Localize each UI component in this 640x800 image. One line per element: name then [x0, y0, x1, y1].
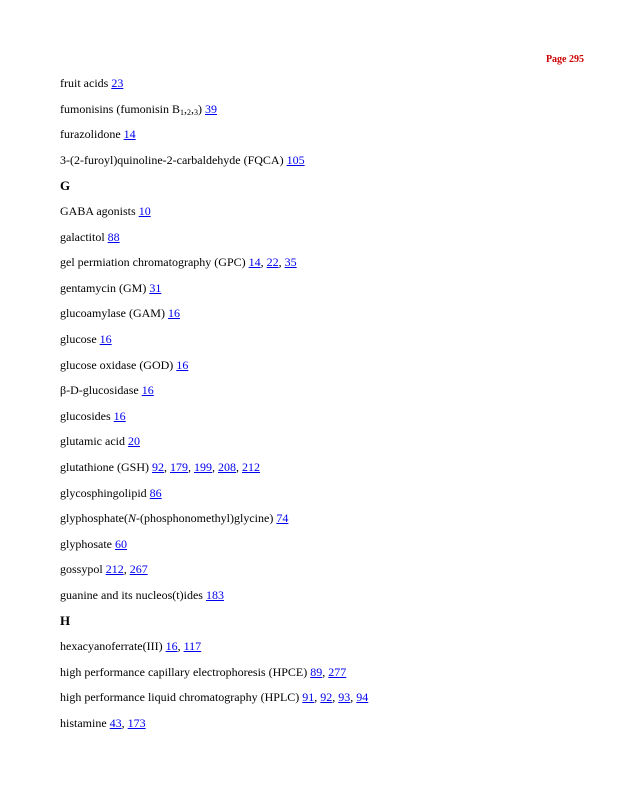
index-entry [60, 383, 590, 409]
index-entry [60, 537, 590, 563]
index-term [60, 76, 108, 90]
page-ref-link[interactable]: 31 [149, 280, 162, 295]
index-entry [60, 434, 590, 460]
index-entry: glutathione (GSH) 92, 179, 199, 208, 212 [60, 459, 260, 474]
subscript: 3 [194, 107, 199, 117]
term-text: guanine and its nucleos(t)ides [60, 587, 203, 602]
index-entry [60, 588, 590, 614]
index-entry [60, 358, 590, 384]
term-text: histamine [60, 715, 107, 730]
page-ref-link[interactable]: 60 [115, 536, 127, 551]
page-ref-link[interactable]: 92 [320, 690, 333, 705]
index-entry [60, 486, 590, 512]
index-entry [60, 127, 590, 153]
index-entry: high performance liquid chromatography (HPLC) 91, 92, 93, 94 [60, 690, 369, 705]
index-term [60, 281, 146, 295]
subscript: 1 [180, 107, 185, 117]
term-text: hexacyanoferrate(III) [60, 639, 163, 654]
page-ref-link[interactable]: 277 [328, 664, 347, 679]
index-term [60, 511, 273, 525]
index-entry [60, 281, 590, 307]
index-term [60, 332, 97, 346]
index-entry: gossypol 212, 267 [60, 562, 148, 577]
page-ref-link[interactable]: 92 [152, 459, 164, 474]
page-ref-link[interactable]: 88 [107, 229, 120, 244]
index-entry [60, 230, 590, 256]
term-text: high performance capillary electrophoresis (HPCE) [60, 664, 308, 679]
index-term [60, 562, 103, 576]
term-text: glyphosphate( [60, 511, 128, 526]
page-ref-link[interactable]: 14 [123, 127, 136, 142]
index-term [60, 127, 121, 141]
index-entry: gel permiation chromatography (GPC) 14, 22, 35 [60, 255, 297, 270]
index-term [60, 153, 284, 167]
index-term [60, 690, 299, 704]
index-entry [60, 306, 590, 332]
page-ref-link[interactable]: 16 [113, 408, 126, 423]
page-ref-link[interactable]: 212 [105, 562, 124, 577]
index-entry [60, 102, 590, 128]
term-text: glucoamylase (GAM) [60, 306, 165, 321]
term-text: GABA agonists [60, 203, 136, 218]
page-ref-link[interactable]: 16 [167, 306, 180, 321]
term-text: galactitol [60, 229, 105, 244]
term-text-after: -(phosphonomethyl)glycine) [136, 511, 274, 526]
page-ref-link[interactable]: 105 [286, 152, 305, 167]
page-ref-link[interactable]: 93 [338, 690, 351, 705]
term-text-after: ) [198, 101, 203, 116]
index-term [60, 204, 136, 218]
index-term [60, 460, 149, 474]
term-text: gel permiation chromatography (GPC) [60, 255, 246, 270]
page-ref-link[interactable]: 179 [170, 459, 188, 474]
page-ref-link[interactable]: 267 [129, 562, 148, 577]
index-entry [60, 153, 590, 179]
index-term [60, 588, 203, 602]
term-text: furazolidone [60, 127, 121, 142]
index-term [60, 434, 125, 448]
term-text: fruit acids [60, 76, 109, 90]
index-term [60, 665, 307, 679]
page-ref-link[interactable]: 74 [276, 511, 289, 526]
page-ref-link[interactable]: 117 [183, 639, 202, 654]
page-ref-link[interactable]: 16 [99, 331, 112, 346]
page-ref-link[interactable]: 183 [205, 587, 224, 602]
italic-text: N [128, 511, 137, 526]
index-term [60, 230, 105, 244]
index-entry: high performance capillary electrophoresis (HPCE) 89, 277 [60, 664, 347, 679]
page-ref-link[interactable]: 16 [176, 357, 189, 372]
page-ref-link[interactable]: 35 [284, 255, 297, 270]
term-text: 3-(2-furoyl)quinoline-2-carbaldehyde (FQCA) [60, 152, 284, 167]
index-term [60, 486, 147, 500]
page-ref-link[interactable]: 16 [165, 639, 178, 654]
page-ref-link[interactable]: 94 [356, 690, 369, 705]
index-term [60, 716, 107, 730]
page-ref-link[interactable]: 20 [127, 434, 140, 449]
index-term [60, 383, 139, 397]
index-list [60, 76, 590, 741]
index-term: fumonisins (fumonisin $B_1,_2,_3$) [60, 101, 203, 117]
page-ref-link[interactable]: 39 [205, 101, 218, 116]
section-heading: H [60, 613, 71, 629]
term-text: glyphosate [60, 536, 112, 551]
page-ref-link[interactable]: 89 [310, 664, 323, 679]
index-term [60, 537, 112, 551]
section-heading: G [60, 178, 71, 194]
term-text: glutamic acid [60, 434, 125, 449]
page-ref-link[interactable]: 86 [149, 485, 162, 500]
index-entry [60, 511, 590, 537]
term-text: glutathione (GSH) [60, 459, 149, 474]
page-ref-link[interactable]: 22 [266, 255, 279, 270]
page-number: Page 295 [545, 54, 584, 65]
index-term [60, 358, 173, 372]
page-ref-link[interactable]: 10 [138, 203, 151, 218]
page-ref-link[interactable]: 91 [302, 690, 315, 705]
term-text: glucose oxidase (GOD) [60, 357, 174, 372]
index-entry: histamine 43, 173 [60, 715, 146, 730]
index-term [60, 639, 163, 653]
term-text: fumonisins (fumonisin B [60, 101, 181, 116]
page-ref-link[interactable]: 173 [127, 715, 146, 730]
term-text: glucose [60, 331, 97, 346]
subscript: 2 [187, 107, 192, 117]
page-ref-link[interactable]: 23 [111, 76, 124, 90]
term-text: glucosides [60, 408, 111, 423]
page-ref-link[interactable]: 43 [109, 715, 122, 730]
term-text: glycosphingolipid [60, 485, 147, 500]
index-entry [60, 332, 590, 358]
page-ref-link[interactable]: 14 [248, 255, 261, 270]
page-ref-link[interactable]: 208 [218, 459, 236, 474]
term-text: β-D-glucosidase [60, 383, 139, 398]
index-entry: hexacyanoferrate(III) 16, 117 [60, 639, 202, 654]
index-entry [60, 76, 590, 102]
term-text: high performance liquid chromatography (HPLC) [60, 690, 300, 705]
index-term [60, 306, 165, 320]
term-text: gossypol [60, 562, 103, 577]
page-ref-link[interactable]: 16 [141, 383, 154, 398]
page-ref-link[interactable]: 212 [242, 459, 260, 474]
index-entry [60, 409, 590, 435]
index-entry [60, 204, 590, 230]
term-text: gentamycin (GM) [60, 280, 147, 295]
index-term [60, 409, 111, 423]
page-ref-link[interactable]: 199 [194, 459, 212, 474]
index-term [60, 255, 246, 269]
